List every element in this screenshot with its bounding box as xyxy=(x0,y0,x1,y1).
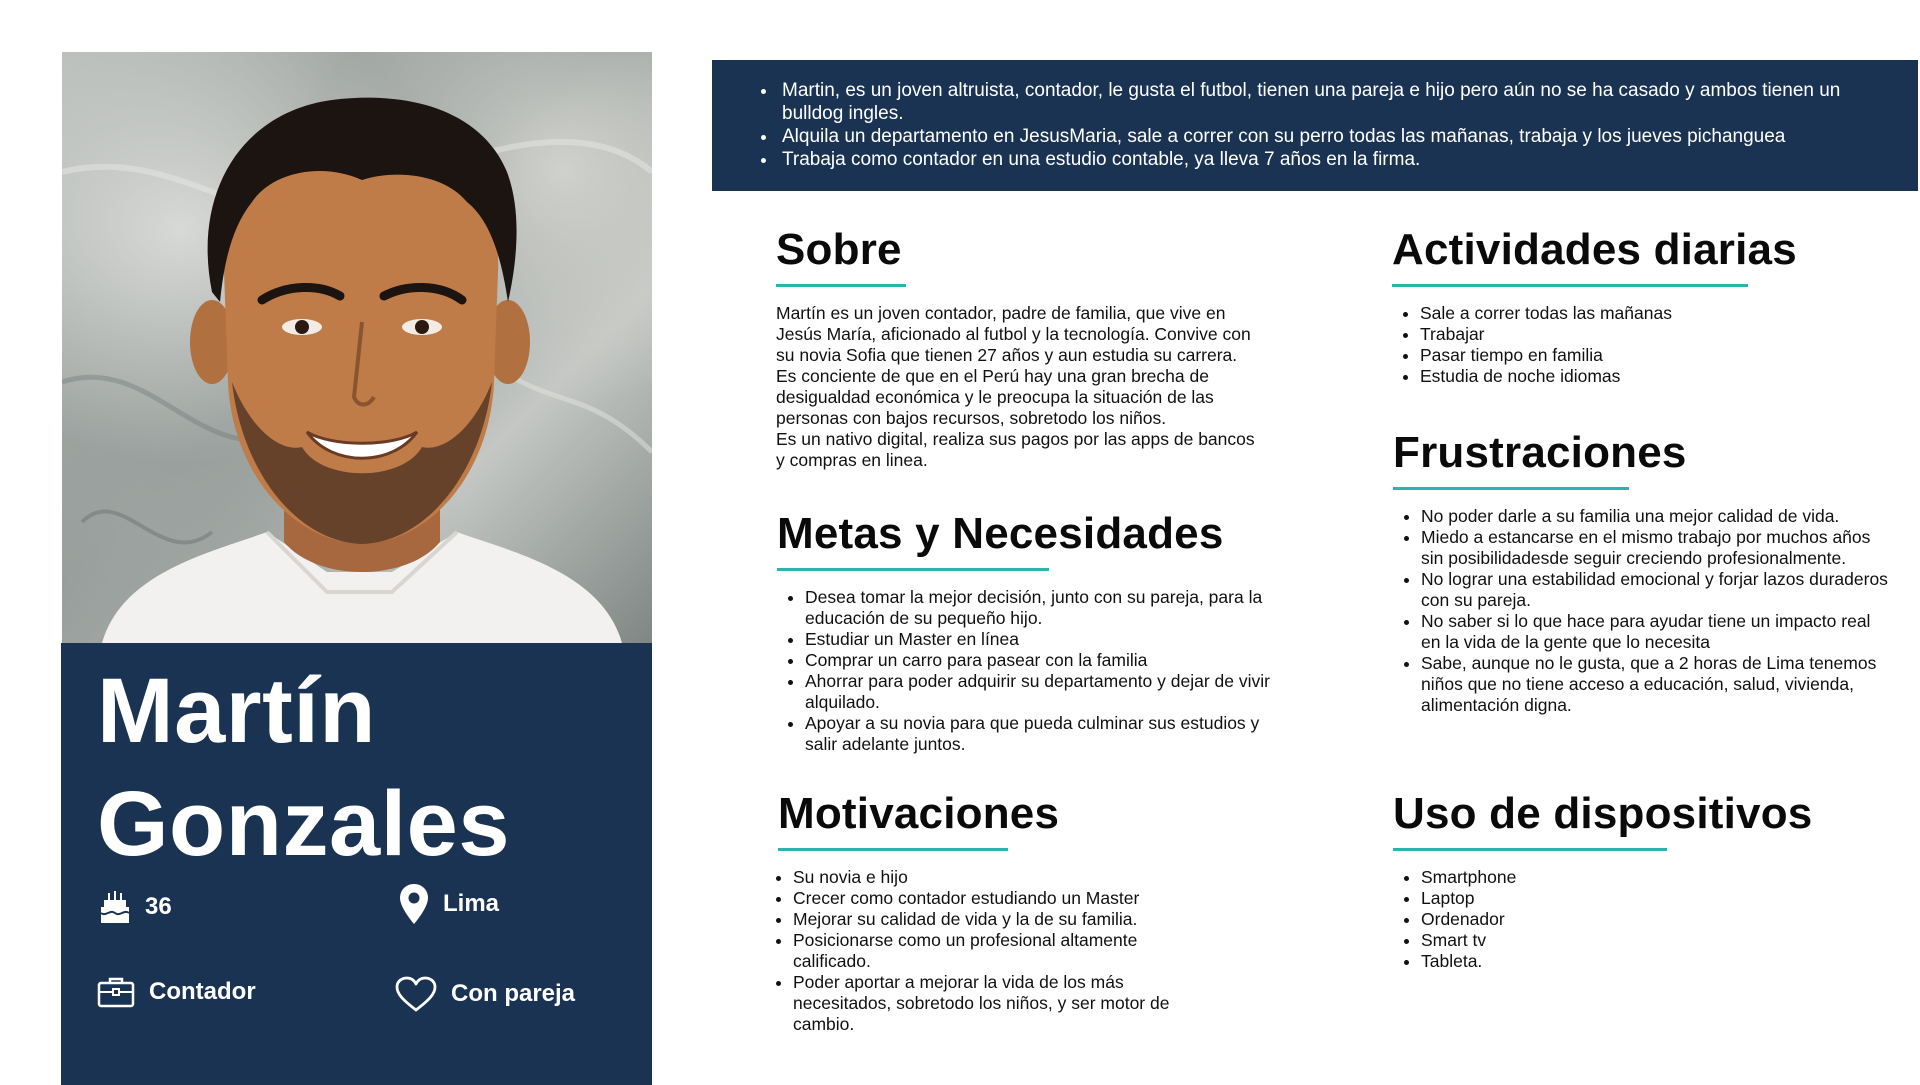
sobre-line: desigualdad económica y le preocupa la situación de las xyxy=(776,387,1214,407)
dispositivos-item: • Laptop xyxy=(1421,888,1893,909)
actividades-list xyxy=(1392,303,1892,387)
sobre-line: su novia Sofia que tienen 27 años y aun estudia su carrera. xyxy=(776,345,1238,365)
motivaciones-item: • Su novia e hijo xyxy=(793,867,1208,888)
sobre-line: personas con bajos recursos, sobretodo los niños. xyxy=(776,408,1167,428)
section-title-frustraciones: Frustraciones xyxy=(1393,428,1687,477)
dispositivos-item: • Tableta. xyxy=(1421,951,1893,972)
section-title-motivaciones: Motivaciones xyxy=(778,789,1060,838)
section-frustraciones xyxy=(1393,428,1893,716)
title-underline xyxy=(778,848,1008,851)
frustraciones-item: • Miedo a estancarse en el mismo trabajo por muchos años sin posibilidadesde seguir creciendo profesionalmente. xyxy=(1421,527,1893,569)
section-title-sobre: Sobre xyxy=(776,225,902,274)
metas-item: • Desea tomar la mejor decisión, junto con su pareja, para la educación de su pequeño hijo. xyxy=(805,587,1287,629)
location-value: Lima xyxy=(443,890,500,917)
title-underline xyxy=(1393,848,1667,851)
summary-list xyxy=(760,79,1878,171)
actividades-item: • Pasar tiempo en familia xyxy=(1420,345,1892,366)
motivaciones-item: • Poder aportar a mejorar la vida de los más necesitados, sobretodo los niños, y ser motor de cambio. xyxy=(793,972,1208,1035)
frustraciones-item: • Sabe, aunque no le gusta, que a 2 horas de Lima tenemos niños que no tiene acceso a educación, salud, vivienda, alimentación digna. xyxy=(1421,653,1893,716)
actividades-item: • Estudia de noche idiomas xyxy=(1420,366,1892,387)
location-pin-icon xyxy=(399,883,429,925)
dispositivos-item: • Smart tv xyxy=(1421,930,1893,951)
title-underline xyxy=(1393,487,1629,490)
metas-item: • Apoyar a su novia para que pueda culminar sus estudios y salir adelante juntos. xyxy=(805,713,1287,755)
summary-item: • Trabaja como contador en una estudio contable, ya lleva 7 años en la firma. xyxy=(778,148,1878,171)
dispositivos-item: • Ordenador xyxy=(1421,909,1893,930)
motivaciones-item: • Posicionarse como un profesional altamente calificado. xyxy=(793,930,1208,972)
actividades-item: • Sale a correr todas las mañanas xyxy=(1420,303,1892,324)
sobre-text xyxy=(776,303,1296,471)
title-underline xyxy=(1392,284,1748,287)
title-underline xyxy=(776,284,906,287)
frustraciones-item: • No lograr una estabilidad emocional y forjar lazos duraderos con su pareja. xyxy=(1421,569,1893,611)
metas-item: • Comprar un carro para pasear con la familia xyxy=(805,650,1287,671)
sobre-line: Es un nativo digital, realiza sus pagos por las apps de bancos xyxy=(776,429,1255,449)
age-value: 36 xyxy=(145,893,172,920)
frustraciones-item: • No saber si lo que hace para ayudar tiene un impacto real en la vida de la gente que lo necesita xyxy=(1421,611,1893,653)
heart-icon xyxy=(395,976,437,1012)
metas-list xyxy=(777,587,1287,755)
metas-item: • Estudiar un Master en línea xyxy=(805,629,1287,650)
frustraciones-item: • No poder darle a su familia una mejor calidad de vida. xyxy=(1421,506,1893,527)
location-fact xyxy=(399,883,499,925)
dispositivos-item: • Smartphone xyxy=(1421,867,1893,888)
relationship-fact xyxy=(395,976,575,1012)
profile-photo xyxy=(62,52,652,643)
motivaciones-item: • Mejorar su calidad de vida y la de su familia. xyxy=(793,909,1208,930)
actividades-item: • Trabajar xyxy=(1420,324,1892,345)
sobre-line: Martín es un joven contador, padre de familia, que vive en xyxy=(776,303,1226,323)
summary-item: • Martin, es un joven altruista, contador, le gusta el futbol, tienen una pareja e hijo pero aún no se ha casado y ambos tienen un bulldog ingles. xyxy=(778,79,1878,125)
section-title-actividades: Actividades diarias xyxy=(1392,225,1797,274)
portrait-illustration xyxy=(62,52,652,643)
occupation-value: Contador xyxy=(149,978,256,1005)
briefcase-icon xyxy=(97,976,135,1008)
summary-banner xyxy=(712,60,1918,191)
last-name: Gonzales xyxy=(97,773,511,875)
title-underline xyxy=(777,568,1049,571)
relationship-value: Con pareja xyxy=(451,980,576,1007)
summary-item: • Alquila un departamento en JesusMaria, sale a correr con su perro todas las mañanas, trabaja y los jueves pichanguea xyxy=(778,125,1878,148)
section-dispositivos xyxy=(1393,789,1893,972)
sobre-line: Jesús María, aficionado al futbol y la tecnología. Convive con xyxy=(776,324,1251,344)
motivaciones-list xyxy=(778,867,1208,1035)
frustraciones-list xyxy=(1393,506,1893,716)
first-name: Martín xyxy=(97,660,376,762)
motivaciones-item: • Crecer como contador estudiando un Master xyxy=(793,888,1208,909)
section-sobre xyxy=(776,225,1296,471)
section-metas xyxy=(777,509,1287,755)
age-fact xyxy=(99,889,172,925)
section-title-dispositivos: Uso de dispositivos xyxy=(1393,789,1813,838)
sobre-line: Es conciente de que en el Perú hay una gran brecha de xyxy=(776,366,1209,386)
section-actividades xyxy=(1392,225,1892,387)
section-motivaciones xyxy=(778,789,1208,1035)
sobre-line: y compras en linea. xyxy=(776,450,928,470)
section-title-metas: Metas y Necesidades xyxy=(777,509,1224,558)
metas-item: • Ahorrar para poder adquirir su departamento y dejar de vivir alquilado. xyxy=(805,671,1287,713)
dispositivos-list xyxy=(1393,867,1893,972)
birthday-cake-icon xyxy=(99,889,131,925)
profile-name-panel xyxy=(61,643,652,1085)
occupation-fact xyxy=(97,976,256,1008)
